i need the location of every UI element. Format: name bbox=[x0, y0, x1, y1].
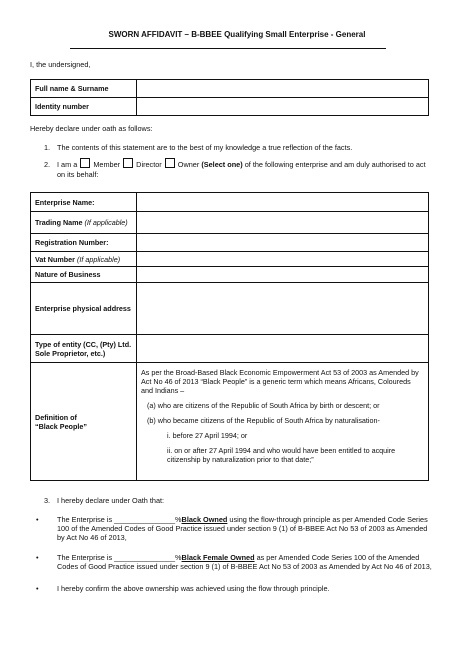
declare-text: Hereby declare under oath as follows: bbox=[30, 124, 153, 133]
point-1-text: The contents of this statement are to the best of my knowledge a true reflection of the facts. bbox=[57, 143, 353, 152]
enterprise-name-field[interactable] bbox=[137, 193, 429, 212]
intro-text: I, the undersigned, bbox=[30, 60, 91, 69]
owner-label: Owner bbox=[177, 160, 200, 169]
bullet-1-marker: • bbox=[36, 515, 39, 524]
member-label: Member bbox=[93, 160, 121, 169]
enterprise-details-table bbox=[30, 192, 429, 481]
point-2-rest: of the following enterprise and am duly authorised to act bbox=[244, 160, 426, 169]
director-checkbox[interactable] bbox=[123, 158, 133, 168]
bullet-2-post: as per Amended Code Series 100 of the Amended Codes of Good Practice issued under section 9 (1) of B-BBEE Act No 53 of 2003 as Amended by Act No 46 of 2013, bbox=[57, 553, 432, 572]
point-3-number: 3. bbox=[44, 496, 51, 505]
vat-number-note: (If applicable) bbox=[76, 254, 121, 264]
definition-label-2: “Black People” bbox=[35, 421, 87, 431]
definition-i: i. before 27 April 1994; or bbox=[167, 431, 248, 440]
bullet-2-black-female-owned: Black Female Owned bbox=[181, 553, 255, 562]
identity-number-label: Identity number bbox=[31, 98, 137, 116]
bullet-2-marker: • bbox=[36, 553, 39, 562]
vat-number-cell bbox=[31, 252, 137, 267]
point-3-text: I hereby declare under Oath that: bbox=[57, 496, 165, 505]
definition-a: (a) who are citizens of the Republic of South Africa by birth or descent; or bbox=[147, 401, 380, 410]
enterprise-name-label: Enterprise Name: bbox=[31, 193, 137, 212]
bullet-2-pre: The Enterprise is _______________% bbox=[57, 553, 182, 562]
definition-b: (b) who became citizens of the Republic of South Africa by naturalisation- bbox=[147, 416, 380, 425]
identity-number-field[interactable] bbox=[137, 98, 429, 116]
trading-name-field[interactable] bbox=[137, 212, 429, 234]
bullet-2-text bbox=[57, 553, 432, 571]
nature-of-business-field[interactable] bbox=[137, 267, 429, 283]
definition-label: Definition of bbox=[35, 412, 77, 422]
point-2-line2: on its behalf: bbox=[57, 170, 99, 179]
entity-type-field[interactable] bbox=[137, 335, 429, 363]
bullet-1-post: using the flow-through principle as per Amended Code Series 100 of the Amended Codes of Good Practice issued under section 9 (1) of B-BBEE Act No 53 of 2003 as Amended by Act No 46 of 2013, bbox=[57, 515, 428, 543]
owner-checkbox[interactable] bbox=[165, 158, 175, 168]
bullet-3-text: I hereby confirm the above ownership was achieved using the flow through principle. bbox=[57, 584, 330, 593]
bullet-3-marker: • bbox=[36, 584, 39, 593]
physical-address-field[interactable] bbox=[137, 283, 429, 335]
point-2-number: 2. bbox=[44, 160, 51, 169]
entity-type-label: Type of entity (CC, (Pty) Ltd. Sole Proprietor, etc.) bbox=[31, 335, 137, 363]
definition-label-cell bbox=[31, 363, 137, 481]
bullet-1-black-owned: Black Owned bbox=[181, 515, 228, 524]
definition-cell bbox=[137, 363, 429, 481]
i-am-text: I am a bbox=[57, 160, 78, 169]
definition-ii: ii. on or after 27 April 1994 and who would have been entitled to acquire citizenship by naturalization prior to that date;” bbox=[167, 446, 396, 464]
bullet-1-pre: The Enterprise is _______________% bbox=[57, 515, 182, 524]
point-1-number: 1. bbox=[44, 143, 51, 152]
select-one-text: (Select one) bbox=[201, 160, 243, 169]
definition-intro: As per the Broad-Based Black Economic Empowerment Act 53 of 2003 as Amended by Act No 46 of 2013 “Black People” is a generic term which means Africans, Coloureds and Indians – bbox=[141, 368, 419, 395]
registration-number-label: Registration Number: bbox=[31, 234, 137, 252]
full-name-label: Full name & Surname bbox=[31, 80, 137, 98]
trading-name-label: Trading Name bbox=[35, 218, 83, 227]
member-checkbox[interactable] bbox=[80, 158, 90, 168]
title-underline bbox=[70, 48, 386, 49]
vat-number-label: Vat Number bbox=[35, 254, 75, 264]
document-title: SWORN AFFIDAVIT – B-BBEE Qualifying Small Enterprise - General bbox=[108, 30, 366, 39]
trading-name-note: (If applicable) bbox=[84, 218, 128, 227]
trading-name-cell bbox=[31, 212, 137, 234]
point-2-line bbox=[57, 158, 426, 169]
personal-details-table bbox=[30, 79, 429, 116]
director-label: Director bbox=[136, 160, 162, 169]
bullet-1-text bbox=[57, 515, 432, 542]
registration-number-field[interactable] bbox=[137, 234, 429, 252]
physical-address-label: Enterprise physical address bbox=[31, 283, 137, 335]
nature-of-business-label: Nature of Business bbox=[31, 267, 137, 283]
full-name-field[interactable] bbox=[137, 80, 429, 98]
vat-number-field[interactable] bbox=[137, 252, 429, 267]
